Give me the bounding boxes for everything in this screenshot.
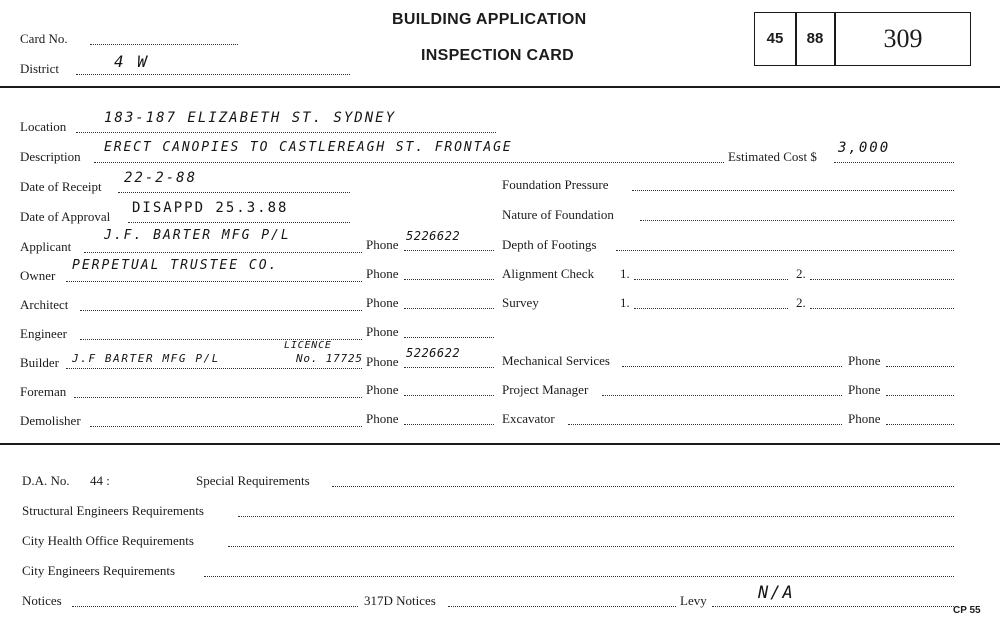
builder-phone-field[interactable]	[404, 367, 494, 368]
nature-foundation-label: Nature of Foundation	[502, 207, 614, 222]
health-requirements-label: City Health Office Requirements	[22, 533, 194, 548]
levy-label: Levy	[680, 593, 707, 608]
notices-field[interactable]	[72, 606, 358, 607]
project-manager-phone-label: Phone	[848, 382, 881, 397]
builder-phone-label: Phone	[366, 354, 399, 369]
location-field[interactable]	[76, 132, 496, 133]
applicant-phone-label: Phone	[366, 237, 399, 252]
city-engineers-requirements-field[interactable]	[204, 576, 954, 577]
builder-value: J.F BARTER MFG P/L	[72, 352, 221, 365]
foreman-field[interactable]	[74, 397, 362, 398]
description-field[interactable]	[94, 162, 724, 163]
demolisher-field[interactable]	[90, 426, 362, 427]
mechanical-services-label: Mechanical Services	[502, 353, 610, 368]
engineer-phone-label: Phone	[366, 324, 399, 339]
district-value: 4 W	[114, 52, 149, 71]
project-manager-label: Project Manager	[502, 382, 589, 397]
levy-value: N/A	[758, 583, 795, 603]
location-label: Location	[20, 119, 67, 134]
architect-label: Architect	[20, 297, 69, 312]
date-approval-label: Date of Approval	[20, 209, 111, 224]
nature-foundation-field[interactable]	[640, 220, 954, 221]
applicant-field[interactable]	[84, 252, 362, 253]
mechanical-phone-field[interactable]	[886, 366, 954, 367]
builder-label: Builder	[20, 355, 59, 370]
district-field[interactable]	[76, 74, 350, 75]
excavator-phone-label: Phone	[848, 411, 881, 426]
date-receipt-field[interactable]	[118, 192, 350, 193]
foundation-pressure-label: Foundation Pressure	[502, 177, 609, 192]
owner-phone-label: Phone	[366, 266, 399, 281]
excavator-label: Excavator	[502, 411, 555, 426]
health-requirements-field[interactable]	[228, 546, 954, 547]
builder-licence-label: LICENCE	[284, 340, 332, 351]
alignment-1-field[interactable]	[634, 279, 788, 280]
owner-label: Owner	[20, 268, 56, 283]
applicant-phone-value: 5226622	[406, 229, 461, 243]
foundation-pressure-field[interactable]	[632, 190, 954, 191]
applicant-phone-field[interactable]	[404, 250, 494, 251]
date-receipt-label: Date of Receipt	[20, 179, 102, 194]
da-no-label: D.A. No.	[22, 473, 70, 488]
main-rule	[0, 443, 1000, 445]
architect-field[interactable]	[80, 310, 362, 311]
mechanical-phone-label: Phone	[848, 353, 881, 368]
alignment-2-field[interactable]	[810, 279, 954, 280]
builder-field[interactable]	[66, 368, 362, 369]
applicant-label: Applicant	[20, 239, 72, 254]
survey-1-field[interactable]	[634, 308, 788, 309]
special-requirements-field[interactable]	[332, 486, 954, 487]
engineer-label: Engineer	[20, 326, 67, 341]
alignment-2-label: 2.	[796, 266, 806, 281]
foreman-phone-field[interactable]	[404, 395, 494, 396]
foreman-phone-label: Phone	[366, 382, 399, 397]
architect-phone-label: Phone	[366, 295, 399, 310]
city-engineers-requirements-label: City Engineers Requirements	[22, 563, 176, 578]
estimated-cost-field[interactable]	[834, 162, 954, 163]
description-label: Description	[20, 149, 81, 164]
estimated-cost-label: Estimated Cost $	[728, 149, 817, 164]
notices-317d-label: 317D Notices	[364, 593, 436, 608]
architect-phone-field[interactable]	[404, 308, 494, 309]
demolisher-phone-label: Phone	[366, 411, 399, 426]
alignment-check-label: Alignment Check	[502, 266, 595, 281]
header-rule	[0, 86, 1000, 88]
owner-phone-field[interactable]	[404, 279, 494, 280]
applicant-value: J.F. BARTER MFG P/L	[104, 228, 291, 243]
demolisher-label: Demolisher	[20, 413, 81, 428]
excavator-field[interactable]	[568, 424, 842, 425]
depth-footings-label: Depth of Footings	[502, 237, 597, 252]
engineer-phone-field[interactable]	[404, 337, 494, 338]
owner-value: PERPETUAL TRUSTEE CO.	[72, 258, 279, 273]
location-value: 183-187 ELIZABETH ST. SYDNEY	[104, 110, 397, 126]
survey-label: Survey	[502, 295, 539, 310]
district-label: District	[20, 61, 59, 76]
card-number: 309	[883, 23, 923, 53]
structural-requirements-label: Structural Engineers Requirements	[22, 503, 204, 518]
owner-field[interactable]	[66, 281, 362, 282]
notices-label: Notices	[22, 593, 62, 608]
alignment-1-label: 1.	[620, 266, 630, 281]
levy-field[interactable]	[712, 606, 954, 607]
depth-footings-field[interactable]	[616, 250, 954, 251]
estimated-cost-value: 3,000	[838, 140, 891, 156]
survey-2-field[interactable]	[810, 308, 954, 309]
demolisher-phone-field[interactable]	[404, 424, 494, 425]
structural-requirements-field[interactable]	[238, 516, 954, 517]
survey-2-label: 2.	[796, 295, 806, 310]
notices-317d-field[interactable]	[448, 606, 676, 607]
excavator-phone-field[interactable]	[886, 424, 954, 425]
card-no-label: Card No.	[20, 31, 68, 46]
box-cell-1: 45	[766, 30, 784, 47]
date-receipt-value: 22-2-88	[124, 170, 198, 186]
box-cell-2: 88	[806, 30, 824, 47]
da-no-value: 44 :	[90, 473, 110, 488]
builder-phone-value: 5226622	[406, 346, 461, 360]
title-line-1: BUILDING APPLICATION	[392, 11, 587, 28]
date-approval-field[interactable]	[128, 222, 350, 223]
project-manager-field[interactable]	[602, 395, 842, 396]
mechanical-services-field[interactable]	[622, 366, 842, 367]
card-no-field[interactable]	[90, 44, 238, 45]
description-value: ERECT CANOPIES TO CASTLEREAGH ST. FRONTAGE	[104, 140, 513, 155]
survey-1-label: 1.	[620, 295, 630, 310]
project-manager-phone-field[interactable]	[886, 395, 954, 396]
date-approval-value: DISAPPD 25.3.88	[132, 200, 289, 216]
foreman-label: Foreman	[20, 384, 67, 399]
title-line-2: INSPECTION CARD	[421, 47, 574, 64]
special-requirements-label: Special Requirements	[196, 473, 310, 488]
form-code: CP 55	[953, 605, 981, 616]
builder-licence-number: No. 17725	[296, 352, 363, 365]
